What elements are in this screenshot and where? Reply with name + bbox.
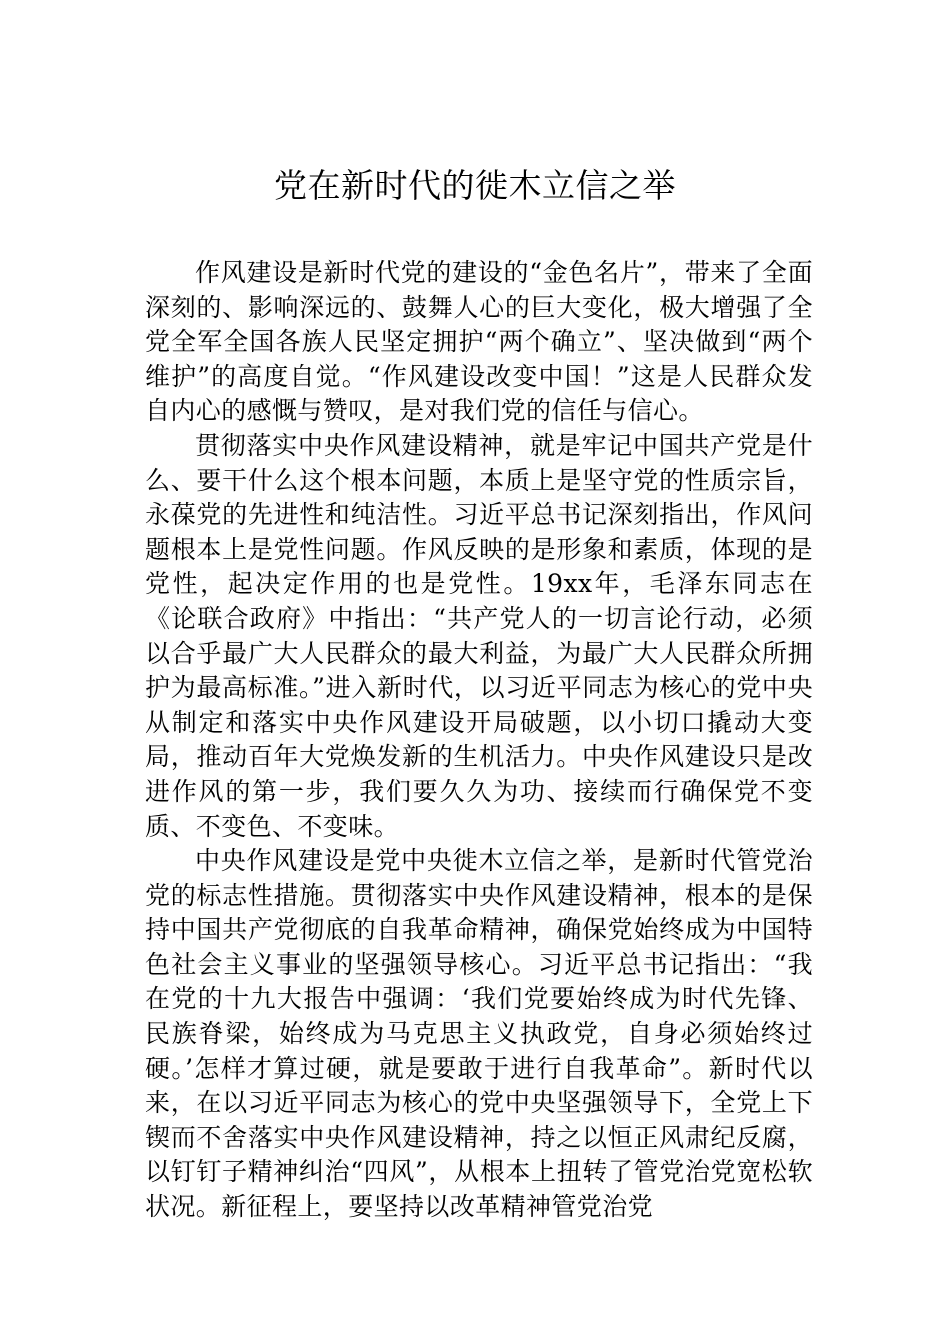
paragraph-1: 作风建设是新时代党的建设的“金色名片”，带来了全面深刻的、影响深远的、鼓舞人心的巨大变化，极大增强了全党全军全国各族人民坚定拥护“两个确立”、坚决做到“两个维护”的高度自觉。“作风建设改变中国！”这是人民群众发自内心的感慨与赞叹，是对我们党的信任与信心。	[145, 258, 813, 426]
document-body	[145, 256, 813, 1225]
paragraph-2: 贯彻落实中央作风建设精神，就是牢记中国共产党是什么、要干什么这个根本问题，本质上是坚守党的性质宗旨，永葆党的先进性和纯洁性。习近平总书记深刻指出，作风问题根本上是党性问题。作风反映的是形象和素质，体现的是党性，起决定作用的也是党性。19xx年，毛泽东同志在《论联合政府》中指出：“共产党人的一切言论行动，必须以合乎最广大人民群众的最大利益，为最广大人民群众所拥护为最高标准。”进入新时代，以习近平同志为核心的党中央从制定和落实中央作风建设开局破题，以小切口撬动大变局，推动百年大党焕发新的生机活力。中央作风建设只是改进作风的第一步，我们要久久为功、接续而行确保党不变质、不变色、不变味。	[145, 430, 813, 841]
paragraph-3: 中央作风建设是党中央徙木立信之举，是新时代管党治党的标志性措施。贯彻落实中央作风建设精神，根本的是保持中国共产党彻底的自我革命精神，确保党始终成为中国特色社会主义事业的坚强领导核心。习近平总书记指出：“我在党的十九大报告中强调：‘我们党要始终成为时代先锋、民族脊梁，始终成为马克思主义执政党，自身必须始终过硬。’怎样才算过硬，就是要敢于进行自我革命”。新时代以来，在以习近平同志为核心的党中央坚强领导下，全党上下锲而不舍落实中央作风建设精神，持之以恒正风肃纪反腐，以钉钉子精神纠治“四风”，从根本上扭转了管党治党宽松软状况。新征程上，要坚持以改革精神管党治党	[145, 846, 813, 1222]
document-title: 党在新时代的徙木立信之举	[274, 166, 676, 205]
